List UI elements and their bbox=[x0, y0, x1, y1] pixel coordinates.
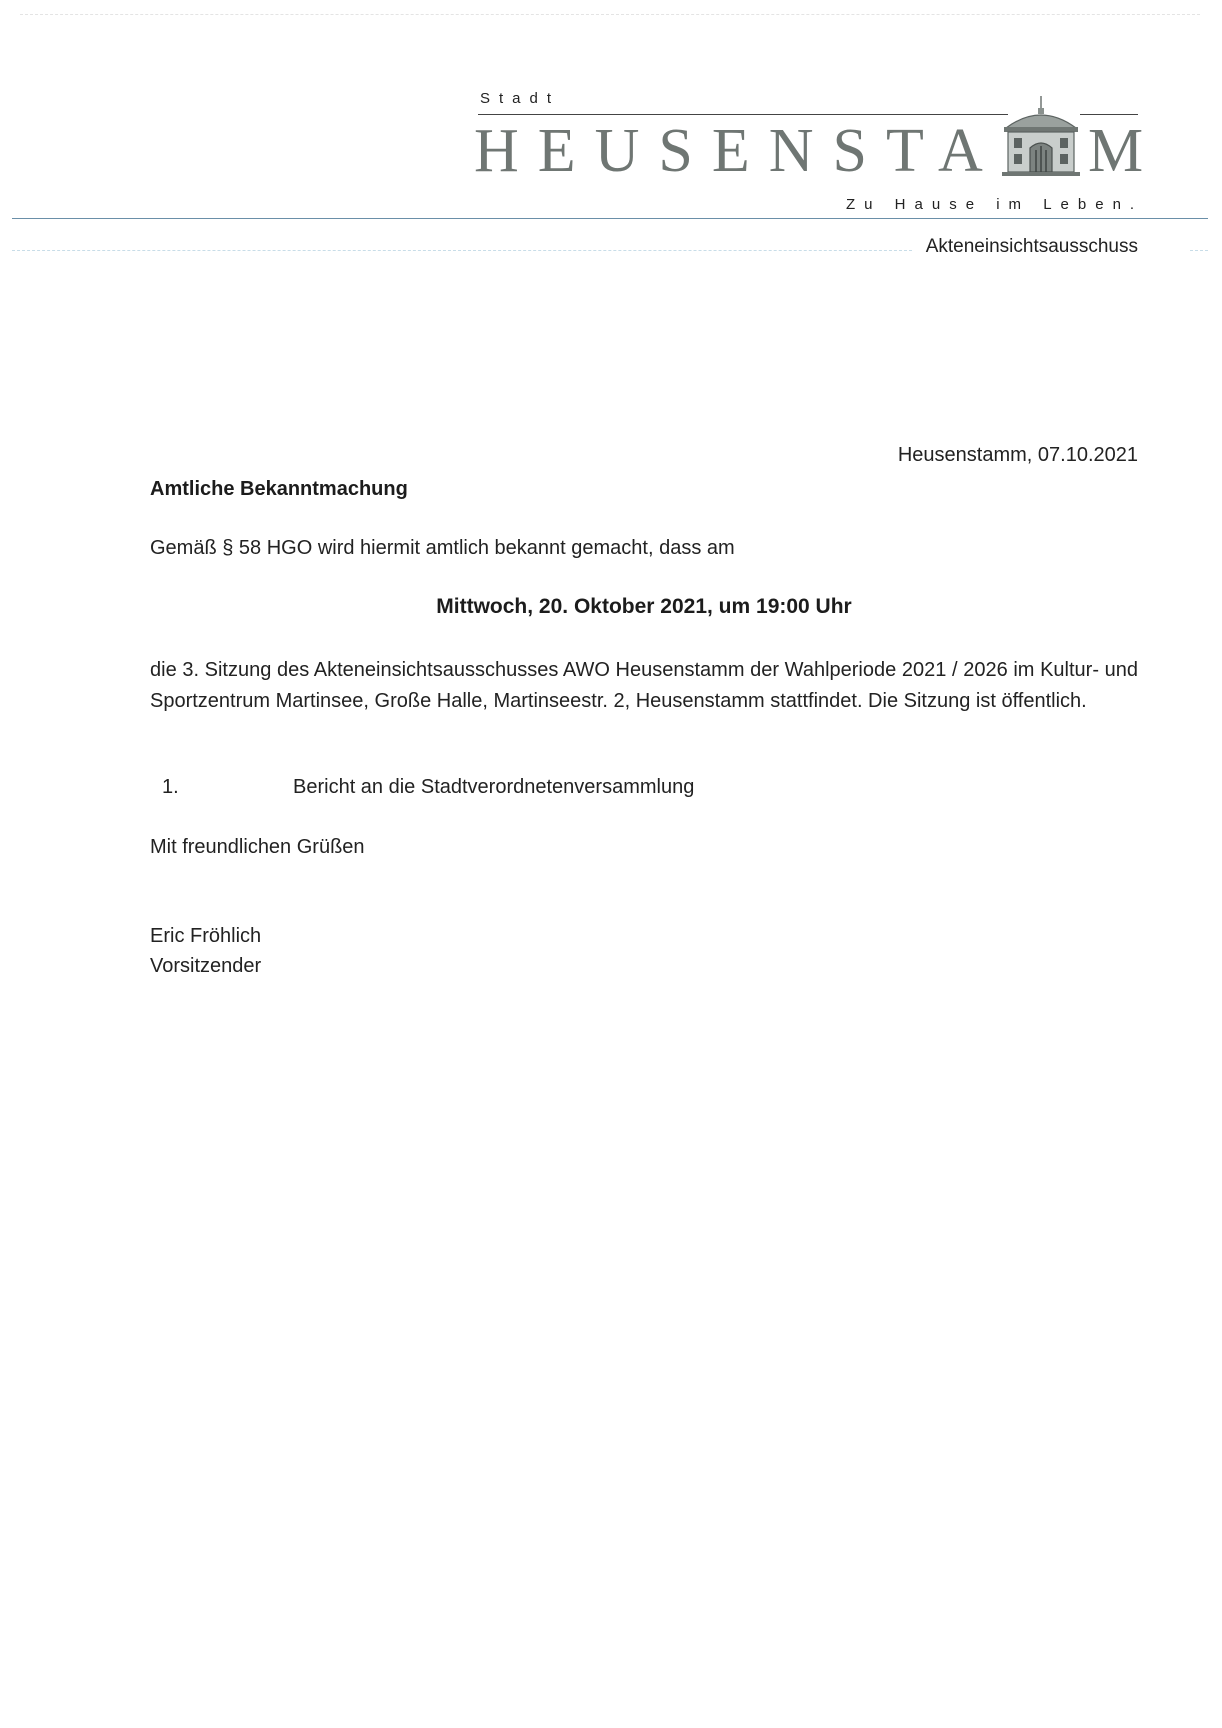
letterhead-city-name: HEUSENSTA bbox=[474, 117, 1002, 185]
letterhead-dashed-rule bbox=[12, 250, 912, 251]
letterhead-motto: Zu Hause im Leben. bbox=[846, 196, 1144, 213]
intro-text: Gemäß § 58 HGO wird hiermit amtlich bekannt gemacht, dass am bbox=[150, 537, 735, 559]
letterhead-top-rule-right bbox=[1080, 114, 1138, 115]
place-date: Heusenstamm, 07.10.2021 bbox=[897, 444, 1138, 466]
closing-salutation: Mit freundlichen Grüßen bbox=[150, 836, 365, 858]
signer-role: Vorsitzender bbox=[150, 955, 262, 977]
document-title: Amtliche Bekanntmachung bbox=[150, 478, 408, 500]
signer-name: Eric Fröhlich bbox=[150, 925, 262, 947]
agenda-item bbox=[150, 776, 694, 799]
meeting-description: die 3. Sitzung des Akteneinsichtsausschusses AWO Heusenstamm der Wahlperiode 2021 / 2026 im Kultur- und Sportzentrum Martinsee, Große Halle, Martinseestr. 2, Heusenstamm stattfindet. Die Sitzung ist öffentlich. bbox=[150, 659, 1138, 712]
letterhead-bottom-rule bbox=[12, 218, 1208, 219]
department-name: Akteneinsichtsausschuss bbox=[925, 236, 1138, 257]
scan-artifact-line bbox=[20, 14, 1200, 15]
town-hall-building-icon bbox=[1000, 94, 1082, 178]
agenda-item-number: 1. bbox=[162, 776, 179, 798]
letterhead-top-rule bbox=[478, 114, 1008, 115]
letterhead-city-name-end: M bbox=[1088, 117, 1144, 185]
agenda-item-text: Bericht an die Stadtverordnetenversammlung bbox=[293, 776, 695, 798]
meeting-datetime: Mittwoch, 20. Oktober 2021, um 19:00 Uhr bbox=[436, 595, 852, 618]
letterhead-dashed-rule-right bbox=[1190, 250, 1208, 251]
letterhead-prefix: Stadt bbox=[480, 90, 561, 107]
